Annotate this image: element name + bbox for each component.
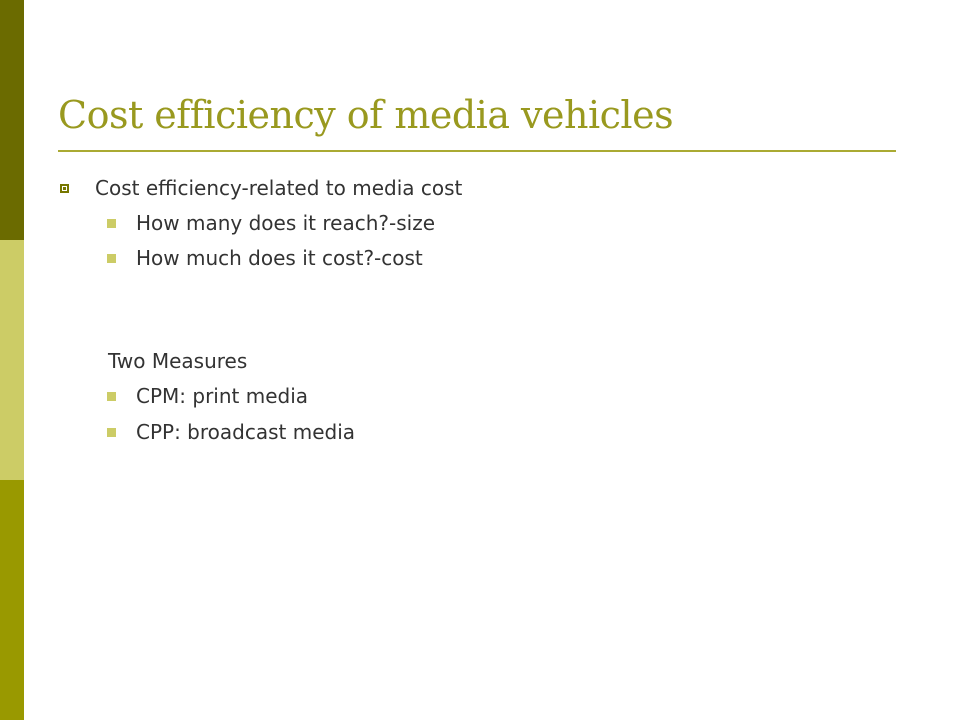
sidebar-accent [0, 0, 24, 720]
measures-heading: Two Measures [108, 349, 248, 373]
sub-bullet-text: CPM: print media [136, 384, 309, 408]
sub-bullet-text: How much does it cost?-cost [136, 246, 423, 270]
filled-square-bullet-icon [107, 254, 116, 263]
filled-square-bullet-icon [107, 392, 116, 401]
square-bullet-icon [60, 184, 69, 193]
sub-bullet-text: How many does it reach?-size [136, 211, 435, 235]
sub-bullet-item-reach [107, 209, 435, 237]
sidebar-segment-dark [0, 0, 24, 240]
sub-bullet-text: CPP: broadcast media [136, 420, 356, 444]
filled-square-bullet-icon [107, 219, 116, 228]
sub-bullet-item-cpp [107, 418, 355, 446]
bullet-item-cost-efficiency [60, 174, 462, 202]
sidebar-segment-light [0, 240, 24, 480]
sub-bullet-item-cpm [107, 382, 308, 410]
bullet-text: Cost efficiency-related to media cost [95, 176, 463, 200]
sidebar-segment-olive [0, 480, 24, 720]
slide-title: Cost efficiency of media vehicles [58, 93, 674, 137]
sub-bullet-item-cost [107, 244, 423, 272]
title-divider [58, 150, 896, 152]
filled-square-bullet-icon [107, 428, 116, 437]
